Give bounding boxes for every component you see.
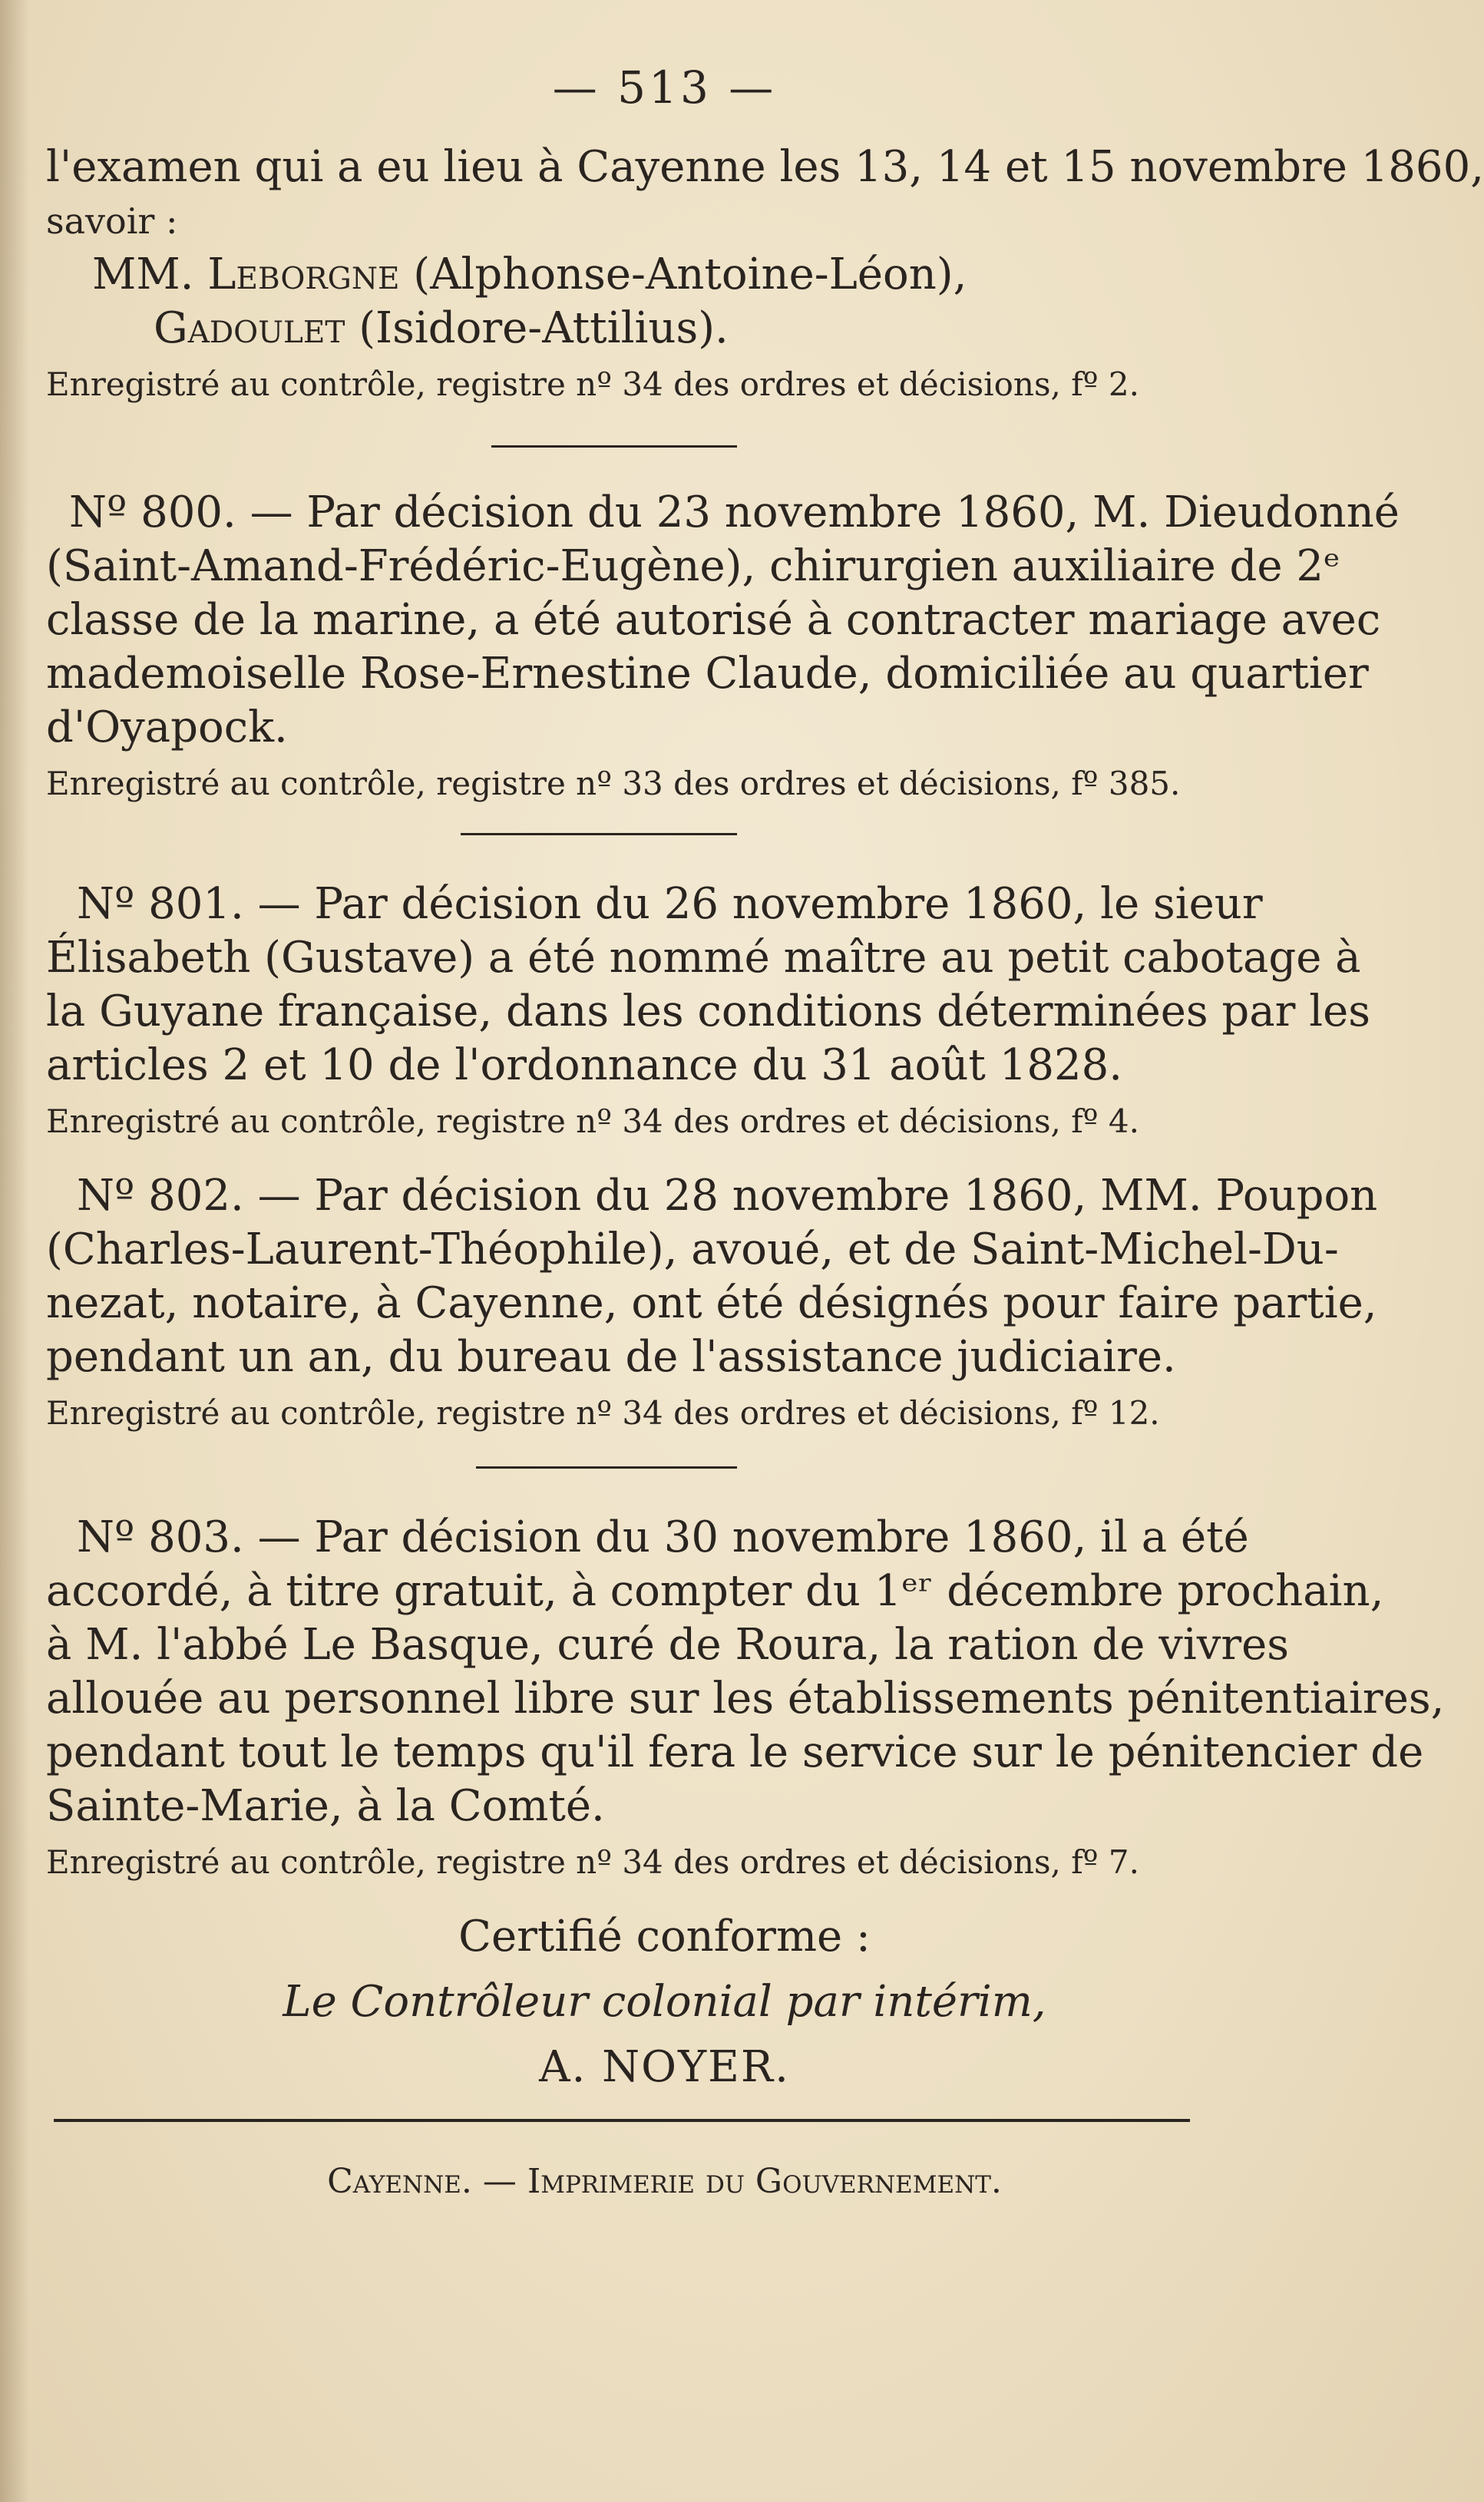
entry-line: pendant tout le temps qu'il fera le service sur le pénitencier de: [46, 1727, 1424, 1777]
separator-rule: [461, 833, 737, 835]
certification-title: Le Contrôleur colonial par intérim,: [283, 1977, 1046, 2027]
footer-rule: [54, 2119, 1190, 2122]
entry-line: nezat, notaire, à Cayenne, ont été désignés pour faire partie,: [46, 1278, 1377, 1328]
page-edge-shadow: [0, 0, 29, 2502]
name-given: (Isidore-Attilius).: [345, 303, 729, 353]
entry-line: Sainte-Marie, à la Comté.: [46, 1781, 605, 1831]
name-prefix: MM.: [92, 250, 208, 299]
printer-imprint: [0, 2162, 1329, 2201]
entry-line: allouée au personnel libre sur les établissements pénitentiaires,: [46, 1674, 1445, 1724]
signatory-name: A. NOYER.: [539, 2042, 790, 2092]
entry-line: d'Oyapock.: [46, 702, 288, 752]
entry-line: Nº 800. — Par décision du 23 novembre 1860, M. Dieudonné: [69, 488, 1400, 537]
entry-line: accordé, à titre gratuit, à compter du 1ᵉʳ décembre prochain,: [46, 1566, 1384, 1616]
registration-note: Enregistré au contrôle, registre nº 34 des ordres et décisions, fº 12.: [46, 1394, 1160, 1432]
entry-line: Nº 801. — Par décision du 26 novembre 1860, le sieur: [77, 879, 1263, 929]
name-surname: Gadoulet: [154, 303, 345, 353]
entry-line: la Guyane française, dans les conditions déterminées par les: [46, 987, 1370, 1036]
entry-line: à M. l'abbé Le Basque, curé de Roura, la ration de vivres: [46, 1620, 1290, 1670]
entry-line: Élisabeth (Gustave) a été nommé maître au petit cabotage à: [46, 933, 1361, 983]
entry-line: articles 2 et 10 de l'ordonnance du 31 août 1828.: [46, 1040, 1123, 1090]
entry-line: pendant un an, du bureau de l'assistance judiciaire.: [46, 1332, 1176, 1382]
name-given: (Alphonse-Antoine-Léon),: [399, 250, 967, 299]
name-surname: Leborgne: [207, 250, 400, 299]
certification-line: Certifié conforme :: [458, 1912, 871, 1962]
entry-line: (Saint-Amand-Frédéric-Eugène), chirurgien auxiliaire de 2ᵉ: [46, 541, 1340, 591]
entry-line: (Charles-Laurent-Théophile), avoué, et de Saint-Michel-Du-: [46, 1225, 1339, 1274]
entry-line: mademoiselle Rose-Ernestine Claude, domiciliée au quartier: [46, 649, 1369, 699]
imprint-text: Cayenne. — Imprimerie du Gouvernement.: [327, 2162, 1002, 2201]
separator-rule: [476, 1466, 737, 1469]
intro-line-1: l'examen qui a eu lieu à Cayenne les 13, 14 et 15 novembre 1860,: [46, 142, 1484, 192]
registration-note: Enregistré au contrôle, registre nº 34 des ordres et décisions, fº 7.: [46, 1843, 1139, 1881]
name-line-1: [92, 250, 1213, 299]
page-number: — 513 —: [552, 61, 777, 114]
entry-line: Nº 803. — Par décision du 30 novembre 1860, il a été: [77, 1512, 1249, 1562]
separator-rule: [491, 445, 737, 448]
registration-note: Enregistré au contrôle, registre nº 34 des ordres et décisions, fº 4.: [46, 1102, 1139, 1140]
registration-note: Enregistré au contrôle, registre nº 34 des ordres et décisions, fº 2.: [46, 365, 1139, 403]
entry-line: Nº 802. — Par décision du 28 novembre 1860, MM. Poupon: [77, 1171, 1378, 1221]
intro-line-2: savoir :: [46, 200, 178, 242]
registration-note: Enregistré au contrôle, registre nº 33 des ordres et décisions, fº 385.: [46, 765, 1181, 802]
name-line-2: [154, 303, 1274, 353]
entry-line: classe de la marine, a été autorisé à contracter mariage avec: [46, 595, 1381, 645]
